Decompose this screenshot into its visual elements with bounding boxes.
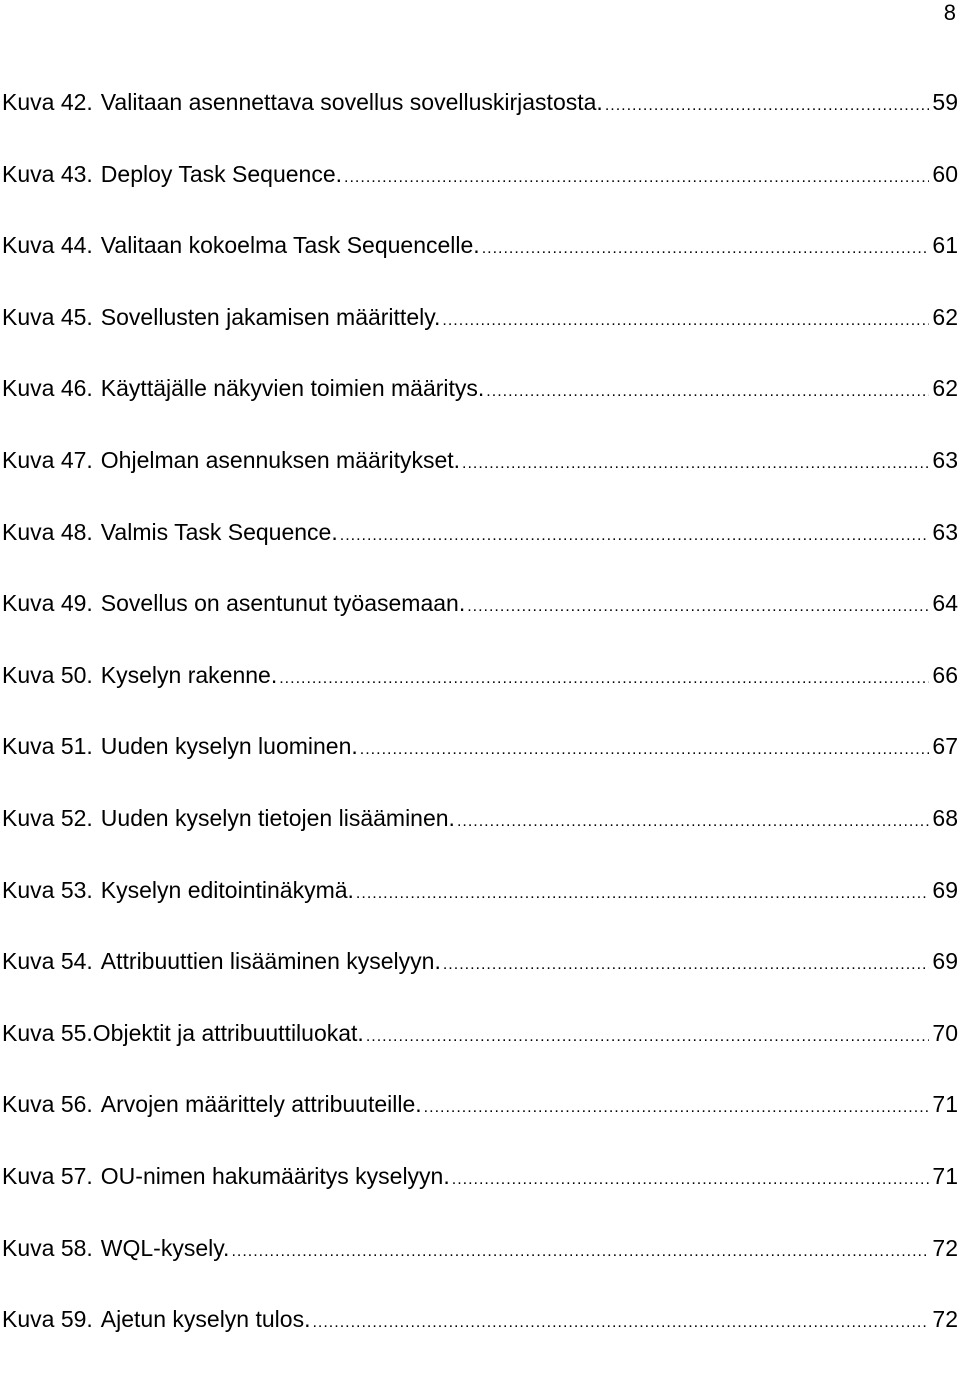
figure-page: 59	[932, 89, 958, 115]
figure-title: Uuden kyselyn luominen.	[100, 733, 358, 760]
figure-label: Kuva 44.	[2, 232, 93, 259]
toc-entry[interactable]	[2, 516, 958, 588]
figure-page: 60	[932, 160, 958, 187]
toc-entry[interactable]	[2, 444, 958, 516]
figure-label: Kuva 55.	[2, 1019, 93, 1046]
dot-leader	[442, 305, 929, 337]
figure-title: Objektit ja attribuuttiluokat.	[92, 1019, 364, 1046]
page-number: 8	[943, 0, 956, 25]
dot-leader	[279, 663, 929, 695]
dot-leader	[356, 878, 929, 910]
toc-entry[interactable]	[2, 874, 958, 946]
figure-title: Valitaan kokoelma Task Sequencelle.	[100, 232, 480, 259]
figure-page: 66	[932, 661, 958, 688]
figure-title: Deploy Task Sequence.	[100, 160, 343, 187]
figure-label: Kuva 52.	[2, 804, 93, 831]
dot-leader	[457, 806, 929, 838]
figure-page: 61	[932, 232, 958, 259]
figure-label: Kuva 51.	[2, 733, 93, 760]
figure-title: Kyselyn rakenne.	[100, 661, 278, 688]
figure-label: Kuva 54.	[2, 948, 93, 975]
toc-entry[interactable]	[2, 86, 958, 158]
dot-leader	[462, 448, 929, 480]
toc-entry[interactable]	[2, 1303, 958, 1375]
dot-leader	[344, 162, 929, 194]
toc-entry[interactable]	[2, 659, 958, 731]
figure-label: Kuva 57.	[2, 1162, 93, 1189]
dot-leader	[486, 376, 929, 408]
toc-entry[interactable]	[2, 1017, 958, 1089]
figure-page: 69	[932, 876, 958, 903]
dot-leader	[443, 949, 930, 981]
figure-page: 69	[932, 948, 958, 975]
figure-page: 70	[932, 1019, 958, 1046]
figure-title: WQL-kysely.	[100, 1234, 230, 1261]
dot-leader	[424, 1092, 930, 1124]
dot-leader	[467, 591, 929, 623]
figure-label: Kuva 43.	[2, 160, 93, 187]
figure-page: 62	[932, 375, 958, 402]
figure-label: Kuva 45.	[2, 303, 93, 330]
figure-title: Käyttäjälle näkyvien toimien määritys.	[100, 375, 485, 402]
dot-leader	[231, 1236, 929, 1268]
toc-entry[interactable]	[2, 229, 958, 301]
figure-label: Kuva 42.	[2, 89, 93, 115]
figure-page: 71	[932, 1162, 958, 1189]
figure-page: 63	[932, 446, 958, 473]
toc-entry[interactable]	[2, 301, 958, 373]
figure-page: 64	[932, 590, 958, 617]
figure-title: Kyselyn editointinäkymä.	[100, 876, 354, 903]
list-of-figures	[2, 86, 958, 1375]
figure-label: Kuva 53.	[2, 876, 93, 903]
toc-entry[interactable]	[2, 1232, 958, 1304]
toc-entry[interactable]	[2, 372, 958, 444]
toc-entry[interactable]	[2, 802, 958, 874]
figure-page: 72	[932, 1234, 958, 1261]
figure-page: 72	[932, 1306, 958, 1333]
figure-label: Kuva 46.	[2, 375, 93, 402]
toc-entry[interactable]	[2, 587, 958, 659]
figure-page: 67	[932, 733, 958, 760]
figure-title: Arvojen määrittely attribuuteille.	[100, 1091, 422, 1118]
figure-label: Kuva 58.	[2, 1234, 93, 1261]
figure-page: 68	[932, 804, 958, 831]
dot-leader	[340, 520, 930, 552]
figure-title: Ohjelman asennuksen määritykset.	[100, 446, 461, 473]
figure-label: Kuva 48.	[2, 518, 93, 545]
toc-entry[interactable]	[2, 158, 958, 230]
figure-label: Kuva 56.	[2, 1091, 93, 1118]
figure-page: 71	[932, 1091, 958, 1118]
figure-title: Attribuuttien lisääminen kyselyyn.	[100, 948, 441, 975]
figure-title: Sovellusten jakamisen määrittely.	[100, 303, 441, 330]
figure-title: Uuden kyselyn tietojen lisääminen.	[100, 804, 455, 831]
figure-title: Sovellus on asentunut työasemaan.	[100, 590, 466, 617]
figure-label: Kuva 50.	[2, 661, 93, 688]
dot-leader	[312, 1307, 929, 1339]
figure-title: Ajetun kyselyn tulos.	[100, 1306, 311, 1333]
figure-title: Valmis Task Sequence.	[100, 518, 338, 545]
toc-entry[interactable]	[2, 1160, 958, 1232]
toc-entry[interactable]	[2, 730, 958, 802]
toc-entry[interactable]	[2, 1088, 958, 1160]
figure-label: Kuva 59.	[2, 1306, 93, 1333]
figure-title: OU-nimen hakumääritys kyselyyn.	[100, 1162, 450, 1189]
dot-leader	[360, 734, 930, 766]
figure-page: 63	[932, 518, 958, 545]
figure-title: Valitaan asennettava sovellus sovelluskirjastosta.	[100, 89, 603, 115]
toc-entry[interactable]	[2, 945, 958, 1017]
dot-leader	[452, 1164, 930, 1196]
dot-leader	[366, 1021, 930, 1053]
figure-label: Kuva 49.	[2, 590, 93, 617]
figure-page: 62	[932, 303, 958, 330]
figure-label: Kuva 47.	[2, 446, 93, 473]
dot-leader	[605, 90, 930, 122]
dot-leader	[482, 233, 930, 265]
